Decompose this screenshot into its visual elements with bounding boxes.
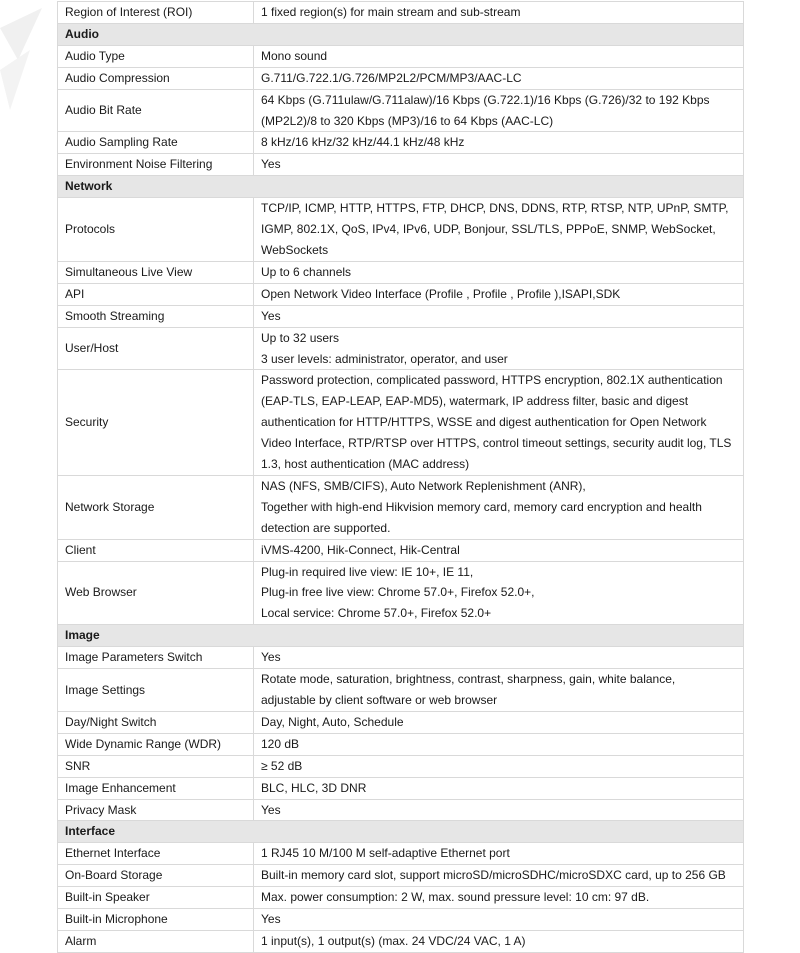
spec-value xyxy=(254,305,744,327)
spec-value xyxy=(254,777,744,799)
spec-value xyxy=(254,843,744,865)
spec-value-line: 8 kHz/16 kHz/32 kHz/44.1 kHz/48 kHz xyxy=(261,135,465,150)
spec-row xyxy=(58,67,744,89)
section-header-row xyxy=(58,176,744,198)
spec-row xyxy=(58,733,744,755)
spec-value-line: Yes xyxy=(261,157,281,172)
spec-value-line: Max. power consumption: 2 W, max. sound pressure level: 10 cm: 97 dB. xyxy=(261,890,650,905)
spec-label: User/Host xyxy=(58,327,254,370)
spec-row xyxy=(58,2,744,24)
spec-row xyxy=(58,132,744,154)
spec-value-line: G.711/G.722.1/G.726/MP2L2/PCM/MP3/AAC-LC xyxy=(261,70,522,85)
spec-row xyxy=(58,327,744,370)
spec-label: SNR xyxy=(58,755,254,777)
spec-label: Wide Dynamic Range (WDR) xyxy=(58,733,254,755)
spec-value xyxy=(254,799,744,821)
spec-label: Built-in Speaker xyxy=(58,887,254,909)
spec-value xyxy=(254,283,744,305)
spec-value-line: 1 RJ45 10 M/100 M self-adaptive Ethernet port xyxy=(261,846,510,861)
spec-value-line: WebSockets xyxy=(261,242,329,257)
spec-row xyxy=(58,45,744,67)
spec-row xyxy=(58,154,744,176)
spec-label: Ethernet Interface xyxy=(58,843,254,865)
spec-value-line: 120 dB xyxy=(261,736,300,751)
spec-value-line: Day, Night, Auto, Schedule xyxy=(261,714,404,729)
spec-value-line: Up to 32 users xyxy=(261,330,340,345)
spec-row xyxy=(58,711,744,733)
spec-value xyxy=(254,561,744,625)
spec-label: Environment Noise Filtering xyxy=(58,154,254,176)
spec-value xyxy=(254,930,744,952)
spec-value xyxy=(254,327,744,370)
spec-row xyxy=(58,799,744,821)
spec-label: Web Browser xyxy=(58,561,254,625)
spec-label: Client xyxy=(58,539,254,561)
spec-value xyxy=(254,647,744,669)
spec-label: Audio Type xyxy=(58,45,254,67)
spec-value xyxy=(254,865,744,887)
spec-label: Built-in Microphone xyxy=(58,909,254,931)
spec-value-line: TCP/IP, ICMP, HTTP, HTTPS, FTP, DHCP, DNS, DDNS, RTP, RTSP, NTP, UPnP, SMTP, xyxy=(261,201,729,216)
spec-value-line: authentication for HTTP/HTTPS, WSSE and digest authentication for Open Network xyxy=(261,415,707,430)
spec-row xyxy=(58,370,744,476)
spec-value-line: 1.3, host authentication (MAC address) xyxy=(261,457,470,472)
spec-row xyxy=(58,561,744,625)
spec-value-line: (MP2L2)/8 to 320 Kbps (MP3)/16 to 64 Kbps (AAC-LC) xyxy=(261,113,554,128)
spec-label: Protocols xyxy=(58,198,254,262)
spec-value-line: ≥ 52 dB xyxy=(261,758,303,773)
spec-label: Simultaneous Live View xyxy=(58,261,254,283)
spec-row xyxy=(58,305,744,327)
spec-row xyxy=(58,475,744,539)
section-header-row xyxy=(58,821,744,843)
spec-row xyxy=(58,89,744,132)
spec-row xyxy=(58,283,744,305)
spec-value-line: iVMS-4200, Hik-Connect, Hik-Central xyxy=(261,542,460,557)
spec-value-line: NAS (NFS, SMB/CIFS), Auto Network Replenishment (ANR), xyxy=(261,478,586,493)
spec-label: Alarm xyxy=(58,930,254,952)
spec-value-line: Plug-in free live view: Chrome 57.0+, Firefox 52.0+, xyxy=(261,585,535,600)
spec-value-line: Yes xyxy=(261,912,281,927)
spec-label: Audio Compression xyxy=(58,67,254,89)
spec-label: Audio Bit Rate xyxy=(58,89,254,132)
section-title: Interface xyxy=(58,821,744,843)
spec-value xyxy=(254,154,744,176)
spec-value-line: Plug-in required live view: IE 10+, IE 11, xyxy=(261,564,474,579)
spec-label: Privacy Mask xyxy=(58,799,254,821)
spec-label: Image Settings xyxy=(58,669,254,712)
spec-value-line: Up to 6 channels xyxy=(261,264,352,279)
spec-value xyxy=(254,669,744,712)
spec-value xyxy=(254,755,744,777)
section-header-row xyxy=(58,625,744,647)
spec-label: Network Storage xyxy=(58,475,254,539)
spec-row xyxy=(58,843,744,865)
spec-value xyxy=(254,2,744,24)
spec-value-line: Open Network Video Interface (Profile , Profile , Profile ),ISAPI,SDK xyxy=(261,286,621,301)
spec-value xyxy=(254,887,744,909)
spec-table-body xyxy=(58,2,744,953)
section-title: Audio xyxy=(58,23,744,45)
spec-row xyxy=(58,887,744,909)
spec-label: Image Enhancement xyxy=(58,777,254,799)
spec-label: On-Board Storage xyxy=(58,865,254,887)
spec-value xyxy=(254,370,744,476)
spec-value-line: Together with high-end Hikvision memory card, memory card encryption and health xyxy=(261,499,702,514)
spec-value xyxy=(254,475,744,539)
spec-value-line: 64 Kbps (G.711ulaw/G.711alaw)/16 Kbps (G.722.1)/16 Kbps (G.726)/32 to 192 Kbps xyxy=(261,92,710,107)
spec-row xyxy=(58,930,744,952)
spec-row xyxy=(58,777,744,799)
spec-value-line: (EAP-TLS, EAP-LEAP, EAP-MD5), watermark, IP address filter, basic and digest xyxy=(261,394,689,409)
spec-label: Day/Night Switch xyxy=(58,711,254,733)
watermark-logo-fragment xyxy=(0,0,60,120)
spec-table xyxy=(57,1,744,953)
spec-value-line: adjustable by client software or web browser xyxy=(261,693,498,707)
spec-value-line: 1 fixed region(s) for main stream and sub-stream xyxy=(261,5,521,19)
spec-row xyxy=(58,198,744,262)
spec-value-line: 3 user levels: administrator, operator, and user xyxy=(261,351,508,366)
spec-value-line: Password protection, complicated password, HTTPS encryption, 802.1X authentication xyxy=(261,373,723,388)
spec-label: API xyxy=(58,283,254,305)
spec-row xyxy=(58,539,744,561)
spec-row xyxy=(58,865,744,887)
spec-value xyxy=(254,132,744,154)
spec-value xyxy=(254,711,744,733)
section-title: Image xyxy=(58,625,744,647)
spec-value-line: 1 input(s), 1 output(s) (max. 24 VDC/24 VAC, 1 A) xyxy=(261,933,526,948)
spec-value xyxy=(254,733,744,755)
spec-value xyxy=(254,909,744,931)
spec-value-line: Yes xyxy=(261,650,281,665)
section-title: Network xyxy=(58,176,744,198)
spec-label: Security xyxy=(58,370,254,476)
spec-value xyxy=(254,45,744,67)
spec-label: Audio Sampling Rate xyxy=(58,132,254,154)
spec-row xyxy=(58,261,744,283)
spec-value-line: IGMP, 802.1X, QoS, IPv4, IPv6, UDP, Bonjour, SSL/TLS, PPPoE, SNMP, WebSocket, xyxy=(261,222,716,237)
spec-value-line: Mono sound xyxy=(261,48,328,63)
spec-label: Region of Interest (ROI) xyxy=(58,2,254,24)
section-header-row xyxy=(58,23,744,45)
spec-value-line: Rotate mode, saturation, brightness, contrast, sharpness, gain, white balance, xyxy=(261,672,676,687)
spec-value-line: detection are supported. xyxy=(261,520,391,535)
spec-value-line: Local service: Chrome 57.0+, Firefox 52.0+ xyxy=(261,606,492,621)
spec-value-line: Built-in memory card slot, support microSD/microSDHC/microSDXC card, up to 256 GB xyxy=(261,868,726,883)
spec-value xyxy=(254,539,744,561)
spec-row xyxy=(58,909,744,931)
spec-value xyxy=(254,261,744,283)
spec-value xyxy=(254,67,744,89)
spec-label: Smooth Streaming xyxy=(58,305,254,327)
spec-row xyxy=(58,669,744,712)
spec-value-line: BLC, HLC, 3D DNR xyxy=(261,780,367,795)
spec-row xyxy=(58,647,744,669)
spec-label: Image Parameters Switch xyxy=(58,647,254,669)
spec-value-line: Video Interface, RTP/RTSP over HTTPS, control timeout settings, security audit log, TLS xyxy=(261,436,732,451)
spec-value xyxy=(254,89,744,132)
spec-value xyxy=(254,198,744,262)
spec-value-line: Yes xyxy=(261,308,281,323)
spec-row xyxy=(58,755,744,777)
spec-value-line: Yes xyxy=(261,802,281,817)
